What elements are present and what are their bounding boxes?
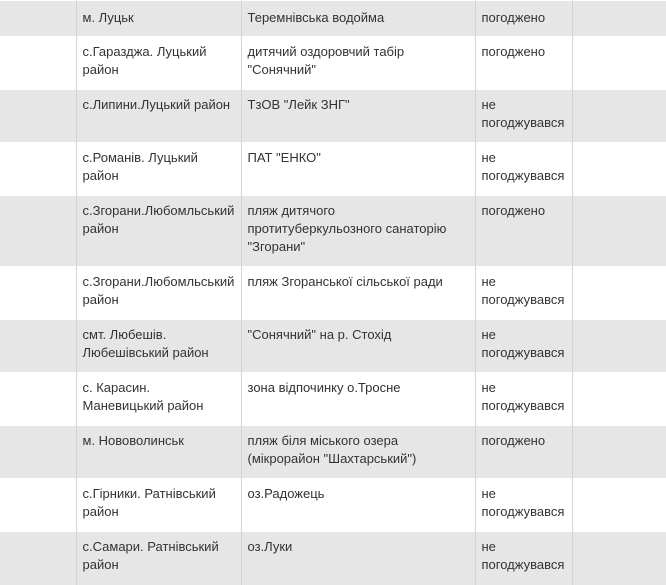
place-cell: пляж дитячого протитуберкульозного санаторію "Згорани" xyxy=(241,196,475,267)
table-row xyxy=(0,267,666,320)
table-row xyxy=(0,1,666,37)
status-cell: не погоджувався xyxy=(475,532,572,585)
notes-cell xyxy=(572,90,666,143)
row-number-cell xyxy=(0,1,76,37)
notes-cell xyxy=(572,143,666,196)
settlement-cell: с.Липини.Луцький район xyxy=(76,90,241,143)
notes-cell xyxy=(572,320,666,373)
row-number-cell xyxy=(0,479,76,532)
place-cell: оз.Радожець xyxy=(241,479,475,532)
place-cell: зона відпочинку о.Тросне xyxy=(241,373,475,426)
table-row xyxy=(0,37,666,90)
table-row xyxy=(0,143,666,196)
place-cell: пляж Згоранської сільської ради xyxy=(241,267,475,320)
settlement-cell: м. Луцьк xyxy=(76,1,241,37)
table-row xyxy=(0,532,666,585)
settlement-cell: с.Згорани.Любомльський район xyxy=(76,267,241,320)
status-cell: погоджено xyxy=(475,196,572,267)
table-row xyxy=(0,90,666,143)
table-row xyxy=(0,426,666,479)
place-cell: ПАТ "ЕНКО" xyxy=(241,143,475,196)
status-cell: не погоджувався xyxy=(475,90,572,143)
settlement-cell: смт. Любешів. Любешівський район xyxy=(76,320,241,373)
table-row xyxy=(0,373,666,426)
status-cell: не погоджувався xyxy=(475,267,572,320)
settlement-cell: с.Романів. Луцький район xyxy=(76,143,241,196)
notes-cell xyxy=(572,196,666,267)
notes-cell xyxy=(572,37,666,90)
row-number-cell xyxy=(0,37,76,90)
row-number-cell xyxy=(0,196,76,267)
status-cell: погоджено xyxy=(475,37,572,90)
settlement-cell: с.Гірники. Ратнівський район xyxy=(76,479,241,532)
notes-cell xyxy=(572,1,666,37)
row-number-cell xyxy=(0,320,76,373)
settlement-cell: с.Згорани.Любомльський район xyxy=(76,196,241,267)
status-cell: погоджено xyxy=(475,1,572,37)
place-cell: Теремнівська водойма xyxy=(241,1,475,37)
settlement-cell: с.Самари. Ратнівський район xyxy=(76,532,241,585)
settlement-cell: м. Нововолинськ xyxy=(76,426,241,479)
status-cell: не погоджувався xyxy=(475,320,572,373)
notes-cell xyxy=(572,267,666,320)
notes-cell xyxy=(572,479,666,532)
notes-cell xyxy=(572,426,666,479)
settlement-cell: с. Карасин. Маневицький район xyxy=(76,373,241,426)
place-cell: пляж біля міського озера (мікрорайон "Шахтарський") xyxy=(241,426,475,479)
row-number-cell xyxy=(0,143,76,196)
table-row xyxy=(0,320,666,373)
row-number-cell xyxy=(0,267,76,320)
place-cell: "Сонячний" на р. Стохід xyxy=(241,320,475,373)
place-cell: ТзОВ "Лейк ЗНГ" xyxy=(241,90,475,143)
row-number-cell xyxy=(0,426,76,479)
status-cell: не погоджувався xyxy=(475,143,572,196)
table-row xyxy=(0,196,666,267)
notes-cell xyxy=(572,532,666,585)
status-cell: не погоджувався xyxy=(475,373,572,426)
settlement-cell: с.Гаразджа. Луцький район xyxy=(76,37,241,90)
status-cell: не погоджувався xyxy=(475,479,572,532)
row-number-cell xyxy=(0,90,76,143)
place-cell: оз.Луки xyxy=(241,532,475,585)
notes-cell xyxy=(572,373,666,426)
status-cell: погоджено xyxy=(475,426,572,479)
row-number-cell xyxy=(0,532,76,585)
place-cell: дитячий оздоровчий табір "Сонячний" xyxy=(241,37,475,90)
table-row xyxy=(0,479,666,532)
row-number-cell xyxy=(0,373,76,426)
